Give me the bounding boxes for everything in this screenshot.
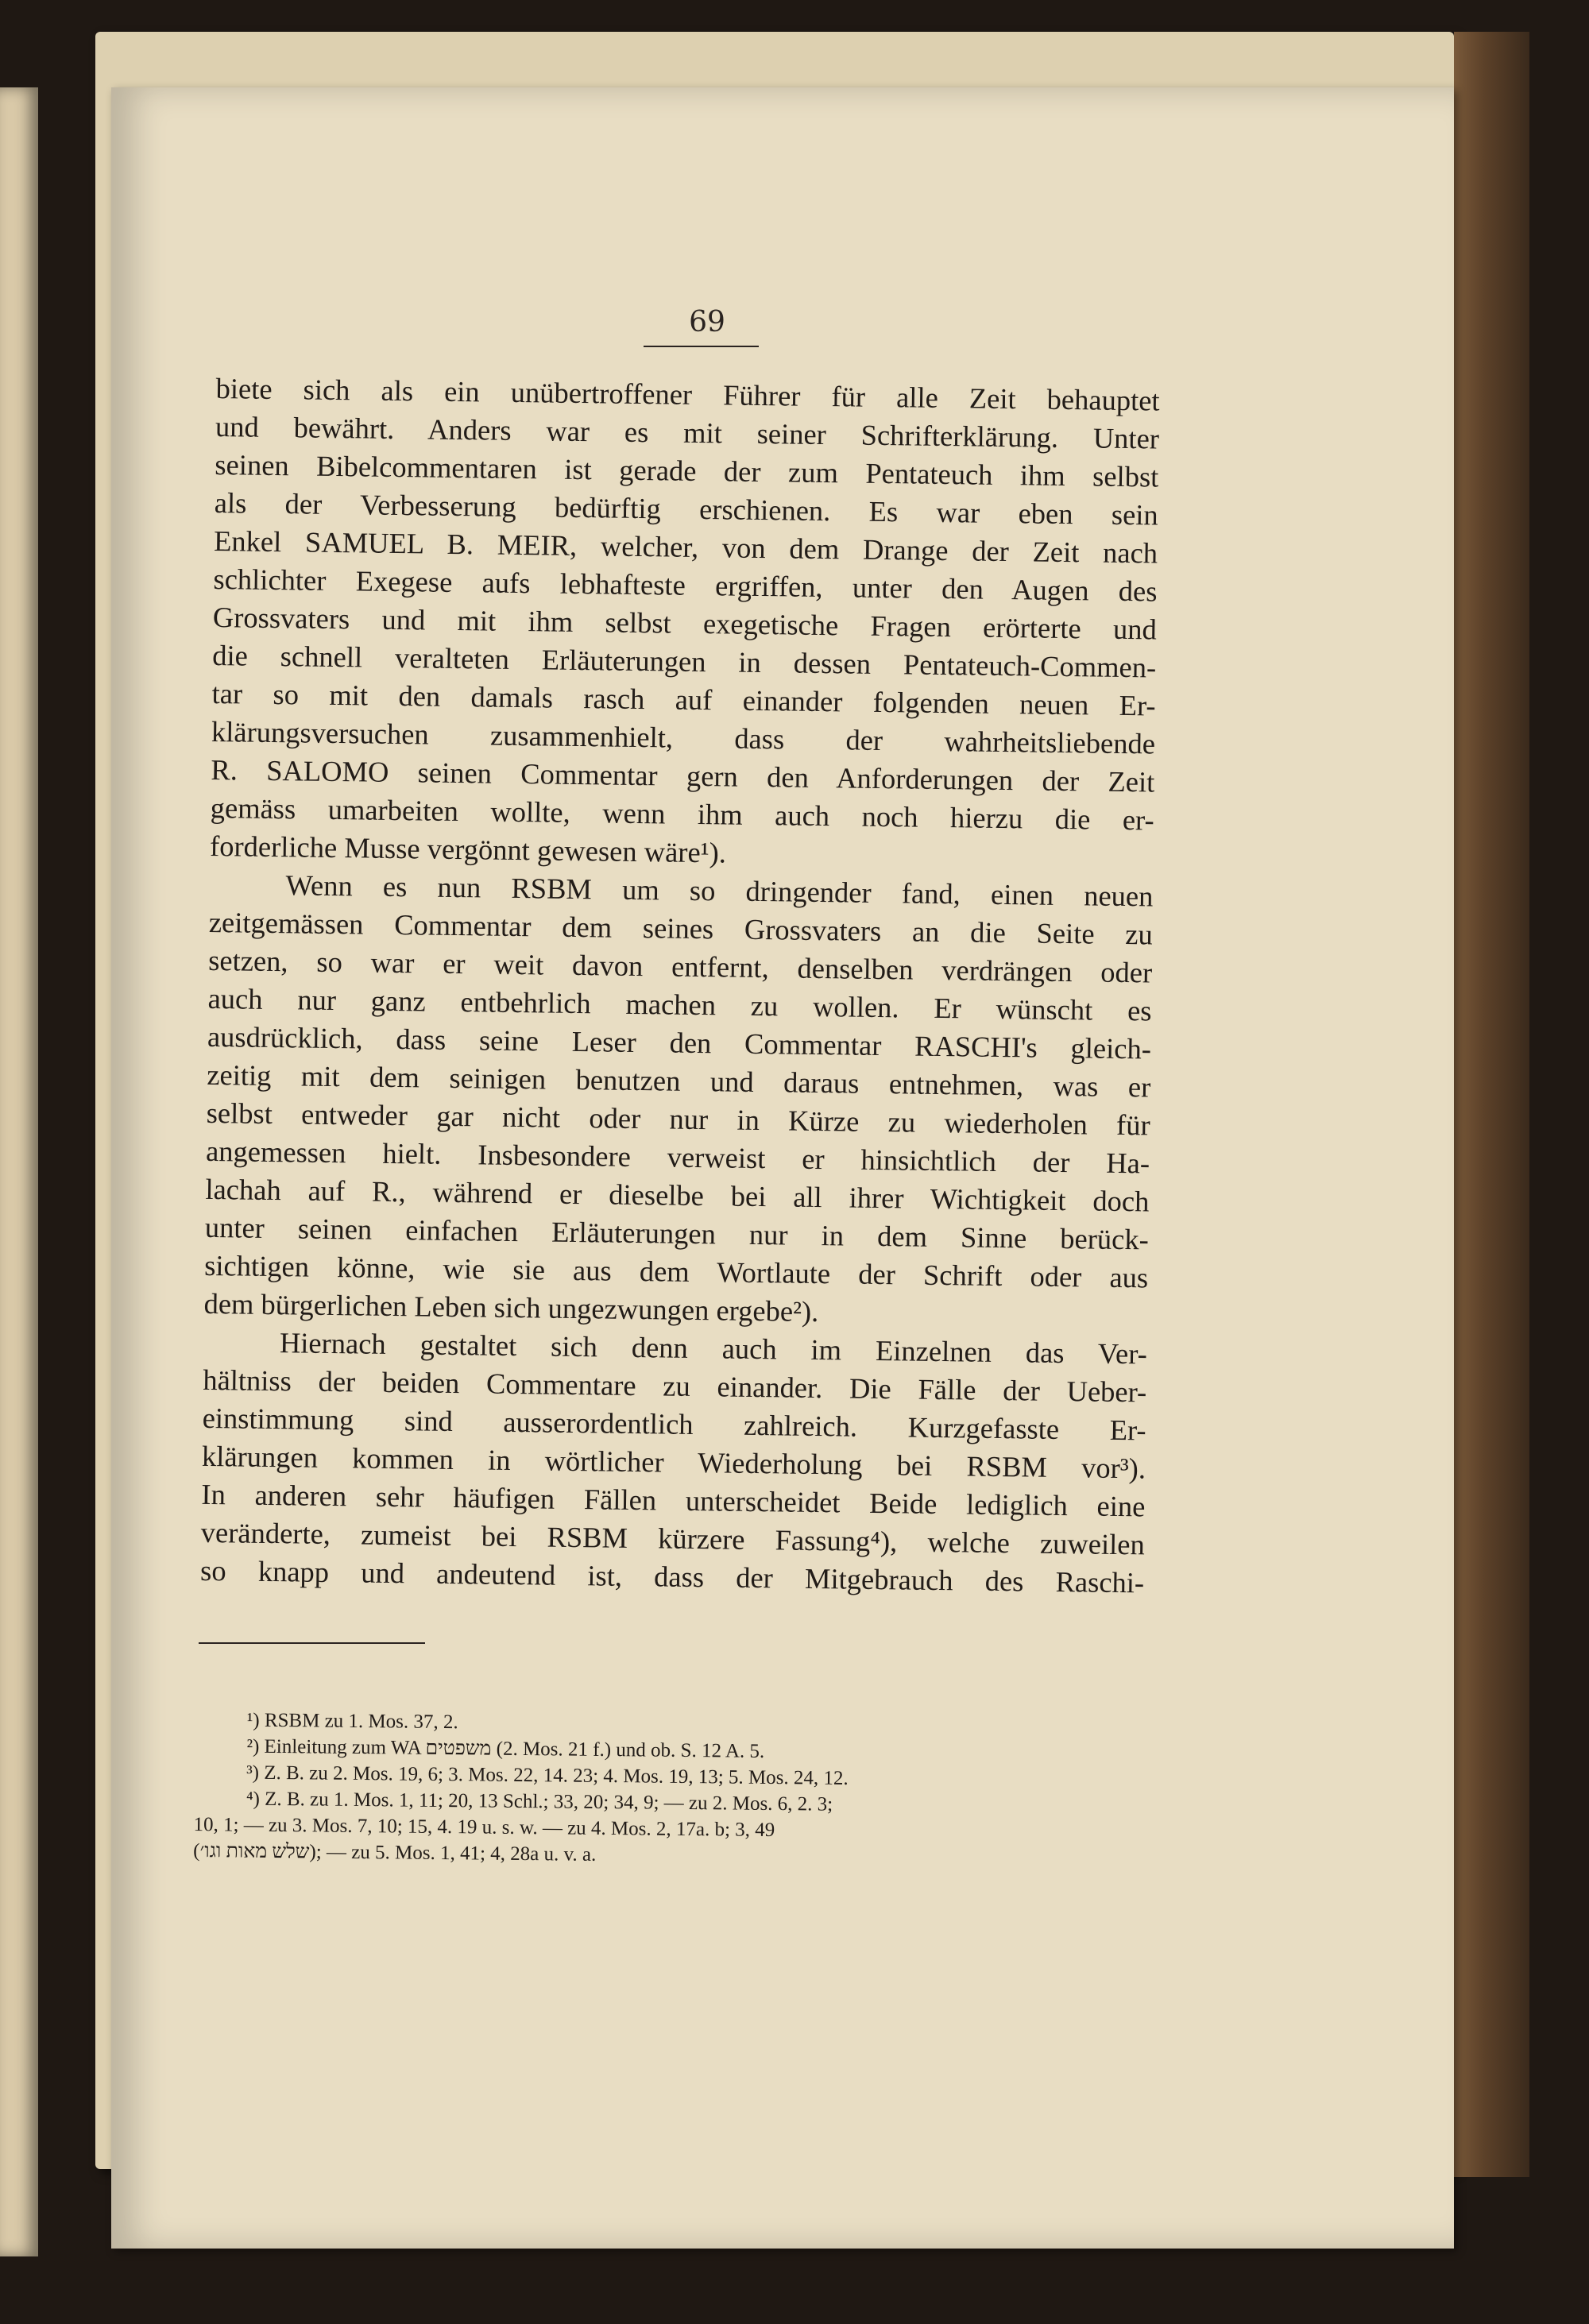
text-line: die schnell veralteten Erläuterungen in dessen Pentateuch-Commen- <box>212 638 1157 684</box>
text-line: veränderte, zumeist bei RSBM kürzere Fassung⁴), welche zuweilen <box>200 1515 1146 1561</box>
text-line: selbst entweder gar nicht oder nur in Kürze zu wiederholen für <box>206 1096 1150 1142</box>
text-line: schlichter Exegese aufs lebhafteste ergriffen, unter den Augen des <box>213 562 1158 608</box>
text-line: tar so mit den damals rasch auf einander folgenden neuen Er- <box>211 676 1156 722</box>
footnote: 10, 1; — zu 3. Mos. 7, 10; 15, 4. 19 u. s. w. — zu 4. Mos. 2, 17a. b; 3, 49 <box>193 1813 775 1842</box>
page-number: 69 <box>689 306 725 338</box>
text-line: In anderen sehr häufigen Fällen unterscheidet Beide lediglich eine <box>201 1477 1146 1523</box>
text-line: so knapp und andeutend ist, dass der Mitgebrauch des Raschi- <box>199 1553 1145 1599</box>
footnote: ³) Z. B. zu 2. Mos. 19, 6; 3. Mos. 22, 14. 23; 4. Mos. 19, 13; 5. Mos. 24, 12. <box>246 1761 849 1789</box>
footnote: (שלש מאות וגו׳); — zu 5. Mos. 1, 41; 4, 28a u. v. a. <box>193 1839 597 1866</box>
body-text <box>200 369 1160 1602</box>
text-line: als der Verbesserung bedürftig erschienen. Es war eben sein <box>214 485 1158 532</box>
text-line: Grossvaters und mit ihm selbst exegetische Fragen erörterte und <box>212 600 1158 646</box>
text-line: seinen Bibelcommentaren ist gerade der zum Pentateuch ihm selbst <box>215 447 1159 493</box>
footnote: ¹) RSBM zu 1. Mos. 37, 2. <box>246 1709 458 1734</box>
text-line: gemäss umarbeiten wollte, wenn ihm auch noch hierzu die er- <box>210 791 1154 837</box>
text-line: ausdrücklich, dass seine Leser den Commentar RASCHI's gleich- <box>207 1019 1152 1065</box>
text-line: R. SALOMO seinen Commentar gern den Anforderungen der Zeit <box>211 752 1155 799</box>
text-line: Enkel SAMUEL B. MEIR, welcher, von dem Drange der Zeit nach <box>213 524 1158 570</box>
text-line: angemessen hielt. Insbesondere verweist er hinsichtlich der Ha- <box>205 1134 1150 1180</box>
footnote-rule <box>199 1642 425 1644</box>
text-line: zeitig mit dem seinigen benutzen und daraus entnehmen, was er <box>207 1058 1151 1104</box>
text-line: biete sich als ein unübertroffener Führer für alle Zeit behauptet <box>215 371 1160 417</box>
text-line: lachah auf R., während er dieselbe bei all ihrer Wichtigkeit doch <box>205 1172 1150 1218</box>
left-page-edge <box>0 87 38 2256</box>
text-line: auch nur ganz entbehrlich machen zu wollen. Er wünscht es <box>207 981 1152 1027</box>
text-line: klärungen kommen in wörtlicher Wiederholung bei RSBM vor³). <box>201 1439 1146 1485</box>
text-line: klärungsversuchen zusammenhielt, dass der wahrheitsliebende <box>211 714 1156 760</box>
text-line: einstimmung sind ausserordentlich zahlreich. Kurzgefasste Er- <box>202 1401 1146 1447</box>
text-line: hältniss der beiden Commentare zu einander. Die Fälle der Ueber- <box>203 1363 1147 1409</box>
text-line: setzen, so war er weit davon entfernt, denselben verdrängen oder <box>207 943 1153 989</box>
text-line: forderliche Musse vergönnt gewesen wäre¹). <box>209 829 727 869</box>
book-cover-edge <box>1454 32 1529 2177</box>
text-line: Wenn es nun RSBM um so dringender fand, einen neuen <box>285 868 1154 913</box>
page-number-rule <box>644 346 759 347</box>
footnotes <box>193 1707 1140 1873</box>
footnote: ²) Einleitung zum WA משפטים (2. Mos. 21 f.) und ob. S. 12 A. 5. <box>246 1735 765 1762</box>
footnote: ⁴) Z. B. zu 1. Mos. 1, 11; 20, 13 Schl.; 33, 20; 34, 9; — zu 2. Mos. 6, 2. 3; <box>246 1788 833 1816</box>
text-line: und bewährt. Anders war es mit seiner Schrifterklärung. Unter <box>215 409 1160 455</box>
text-line: unter seinen einfachen Erläuterungen nur in dem Sinne berück- <box>204 1210 1150 1256</box>
text-line: dem bürgerlichen Leben sich ungezwungen ergebe²). <box>203 1286 819 1328</box>
text-line: sichtigen könne, wie sie aus dem Wortlaute der Schrift oder aus <box>203 1248 1149 1294</box>
text-line: Hiernach gestaltet sich denn auch im Einzelnen das Ver- <box>279 1326 1148 1371</box>
text-line: zeitgemässen Commentar dem seines Grossvaters an die Seite zu <box>208 905 1154 951</box>
